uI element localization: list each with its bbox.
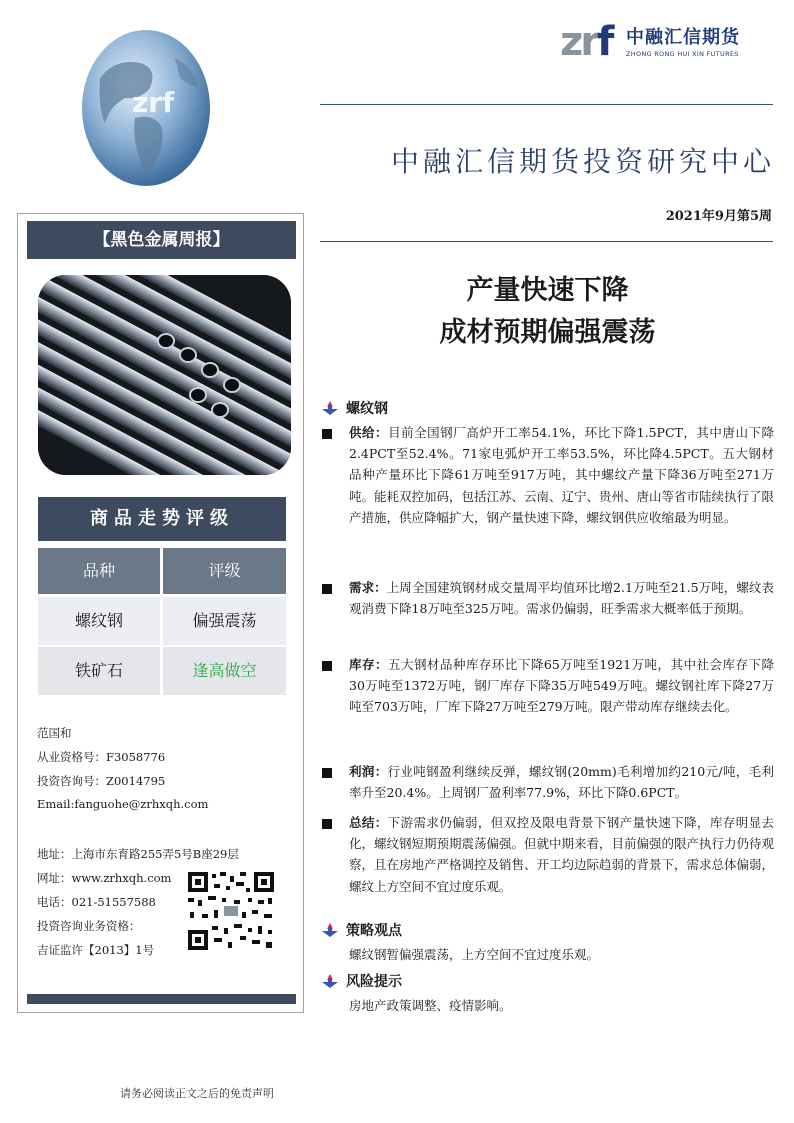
header-divider bbox=[320, 241, 773, 242]
section-marker-icon bbox=[322, 401, 338, 415]
profit-label: 利润： bbox=[349, 764, 388, 779]
company-logo bbox=[560, 20, 772, 64]
logo-name-en: ZHONG RONG HUI XIN FUTURES bbox=[626, 50, 739, 58]
contact-address: 地址：上海市东育路255弄5号B座29层 bbox=[37, 847, 239, 861]
paragraph-profit bbox=[349, 761, 774, 803]
inventory-label: 库存： bbox=[349, 657, 388, 672]
contact-qualification-label: 投资咨询业务资格： bbox=[37, 919, 141, 933]
inventory-text: 五大钢材品种库存环比下降65万吨至1921万吨，其中社会库存下降30万吨至1372万吨，钢厂库存下降35万吨549万吨。螺纹钢社库下降27万吨至703万吨，厂库下降27万吨至279万吨。限产带动库存继续去化。 bbox=[349, 657, 774, 715]
report-week: 2021年9月第5周 bbox=[665, 209, 772, 224]
table-header-product: 品种 bbox=[38, 548, 160, 594]
profit-text: 行业吨钢盈利继续反弹，螺纹钢(20mm)毛利增加约210元/吨，毛利率升至20.4%。上周钢厂盈利率77.9%，环比下降0.6PCT。 bbox=[349, 764, 774, 801]
supply-text: 目前全国钢厂高炉开工率54.1%，环比下降1.5PCT，其中唐山下降2.4PCT至52.4%。71家电弧炉开工率53.5%，环比降4.5PCT。五大钢材品种产量环比下降61万吨至917万吨，其中螺纹产量下降36万吨至271万吨。能耗双控加码，包括江苏、云南、辽宁、贵州、唐山等省市陆续执行了限产措施，供应降幅扩大，钢产量快速下降，螺纹钢供应收缩最为明显。 bbox=[349, 425, 775, 525]
contact-phone: 电话：021-51557588 bbox=[37, 895, 156, 909]
headline-line-2: 成材预期偏强震荡 bbox=[439, 317, 656, 348]
analyst-consult-number: 投资咨询号：Z0014795 bbox=[37, 774, 166, 788]
table-row-ore-product: 铁矿石 bbox=[38, 647, 160, 695]
paragraph-demand bbox=[349, 577, 774, 619]
bullet-square-icon bbox=[322, 584, 332, 594]
logo-name-cn: 中融汇信期货 bbox=[626, 27, 740, 48]
section-marker-icon bbox=[322, 974, 338, 988]
paragraph-summary bbox=[349, 812, 774, 897]
bullet-square-icon bbox=[322, 429, 332, 439]
qr-code-image bbox=[186, 870, 276, 952]
summary-label: 总结： bbox=[349, 815, 388, 830]
section-marker-icon bbox=[322, 923, 338, 937]
analyst-email: Email:fanguohe@zrhxqh.com bbox=[37, 797, 209, 811]
section-rebar-heading bbox=[322, 398, 388, 418]
section-risk-title: 风险提示 bbox=[346, 974, 402, 990]
supply-label: 供给： bbox=[349, 425, 389, 440]
section-rebar-title: 螺纹钢 bbox=[346, 401, 388, 417]
analyst-name: 范国和 bbox=[37, 726, 72, 740]
contact-website: 网址：www.zrhxqh.com bbox=[37, 871, 172, 885]
section-strategy-heading bbox=[322, 920, 402, 940]
demand-label: 需求： bbox=[349, 580, 387, 595]
paragraph-inventory bbox=[349, 654, 774, 718]
bullet-square-icon bbox=[322, 661, 332, 671]
table-row-rebar-product: 螺纹钢 bbox=[38, 597, 160, 645]
logo-mark: zrf bbox=[560, 19, 612, 65]
section-risk-heading bbox=[322, 971, 402, 991]
summary-text: 下游需求仍偏弱，但双控及限电背景下钢产量快速下降，库存明显去化，螺纹钢短期预期震荡偏强。但就中期来看，目前偏强的限产执行力仍待观察，且在房地产严格调控及销售、开工均边际趋弱的背景下，需求总体偏弱，螺纹上方空间不宜过度乐观。 bbox=[349, 815, 775, 894]
sidebar-footer-bar bbox=[27, 994, 296, 1004]
sidebar-header: 【黑色金属周报】 bbox=[27, 221, 296, 259]
bullet-square-icon bbox=[322, 768, 332, 778]
disclaimer-footer: 请务必阅读正文之后的免责声明 bbox=[120, 1087, 274, 1100]
table-row-rebar-rating: 偏强震荡 bbox=[163, 597, 286, 645]
paragraph-supply bbox=[349, 422, 774, 528]
table-row-ore-rating: 逢高做空 bbox=[163, 647, 286, 695]
globe-logo-image bbox=[80, 28, 212, 188]
top-divider bbox=[320, 104, 773, 105]
risk-text: 房地产政策调整、疫情影响。 bbox=[349, 998, 512, 1013]
headline-line-1: 产量快速下降 bbox=[466, 275, 629, 306]
demand-text: 上周全国建筑钢材成交量周平均值环比增2.1万吨至21.5万吨，螺纹表观消费下降18万吨至325万吨。需求仍偏弱，旺季需求大概率低于预期。 bbox=[349, 580, 774, 617]
steel-pipes-image bbox=[38, 275, 291, 475]
bullet-square-icon bbox=[322, 819, 332, 829]
research-center-title: 中融汇信期货投资研究中心 bbox=[390, 145, 775, 178]
svg-text:zrf: zrf bbox=[132, 86, 175, 119]
rating-section-title: 商品走势评级 bbox=[38, 497, 286, 541]
contact-qualification-value: 吉证监许【2013】1号 bbox=[37, 943, 155, 957]
strategy-text: 螺纹钢暂偏强震荡，上方空间不宜过度乐观。 bbox=[349, 947, 600, 962]
analyst-qualification: 从业资格号：F3058776 bbox=[37, 750, 166, 764]
table-header-rating: 评级 bbox=[163, 548, 286, 594]
section-strategy-title: 策略观点 bbox=[346, 923, 402, 939]
